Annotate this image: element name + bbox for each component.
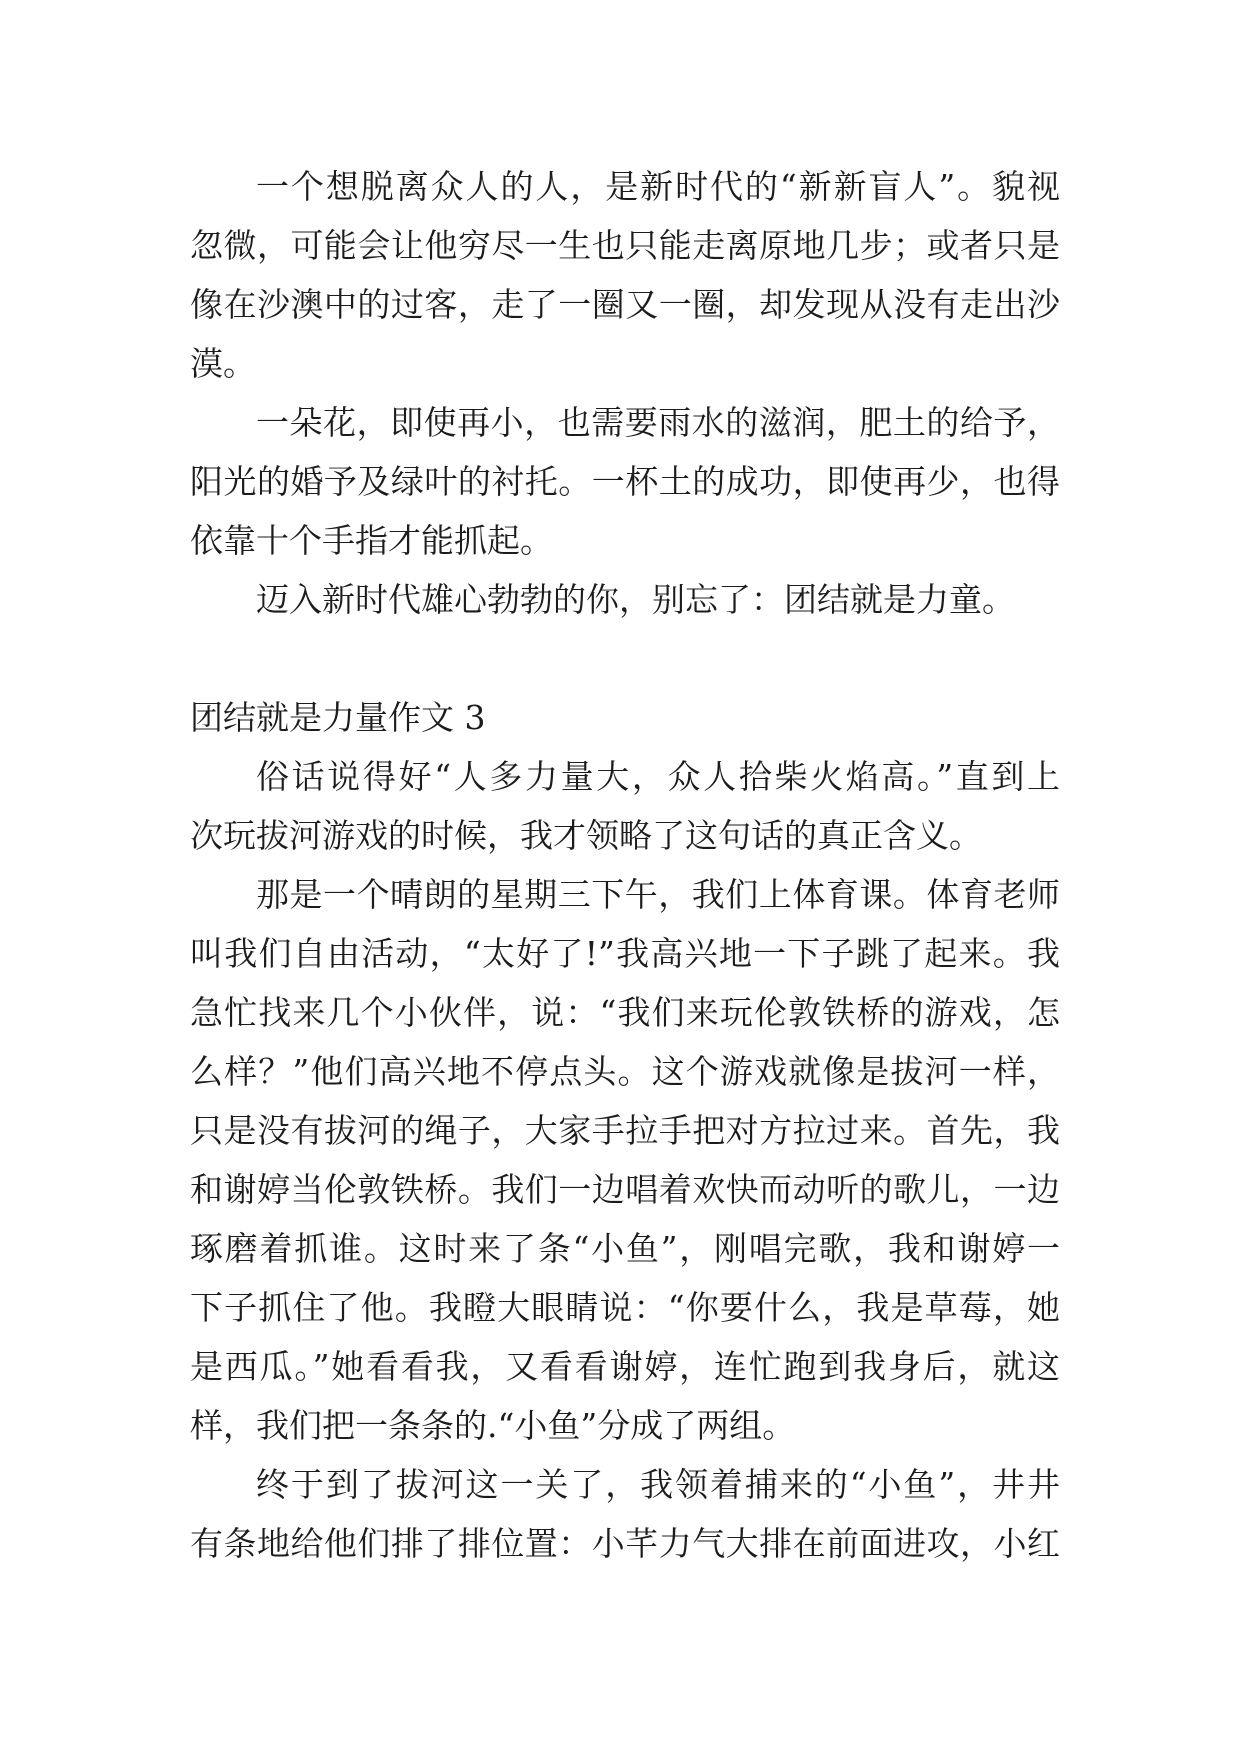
paragraph-line: 叫我们自由活动，“太好了!”我高兴地一下子跳了起来。我 bbox=[190, 934, 1060, 973]
paragraph-line: 只是没有拔河的绳子，大家手拉手把对方拉过来。首先，我 bbox=[190, 1111, 1060, 1150]
paragraph-line: 样，我们把一条条的.“小鱼”分成了两组。 bbox=[190, 1406, 796, 1445]
paragraph-line: 迈入新时代雄心勃勃的你，别忘了：团结就是力童。 bbox=[256, 580, 1015, 619]
paragraph-line: 依靠十个手指才能抓起。 bbox=[190, 521, 553, 560]
essay-section-continued bbox=[190, 157, 1060, 629]
essay-section-3 bbox=[190, 688, 1060, 1573]
paragraph-line: 一个想脱离众人的人，是新时代的“新新盲人”。貌视 bbox=[256, 167, 1060, 206]
paragraph-line: 阳光的婚予及绿叶的衬托。一杯土的成功，即使再少，也得 bbox=[190, 462, 1060, 501]
paragraph-line: 是西瓜。”她看看我，又看看谢婷，连忙跑到我身后，就这 bbox=[190, 1347, 1060, 1386]
paragraph-line: 像在沙澳中的过客，走了一圈又一圈，却发现从没有走出沙 bbox=[190, 285, 1060, 324]
paragraph-line: 漠。 bbox=[190, 344, 256, 383]
paragraph-line: 一朵花，即使再小，也需要雨水的滋润，肥土的给予， bbox=[256, 403, 1060, 442]
paragraph bbox=[190, 393, 1060, 570]
paragraph-line: 急忙找来几个小伙伴，说：“我们来玩伦敦铁桥的游戏，怎 bbox=[190, 993, 1060, 1032]
paragraph bbox=[190, 865, 1060, 1455]
paragraph-line: 俗话说得好“人多力量大，众人拾柴火焰高。”直到上 bbox=[256, 757, 1060, 796]
paragraph bbox=[190, 747, 1060, 865]
paragraph-line: 终于到了拔河这一关了，我领着捕来的“小鱼”，井井 bbox=[256, 1465, 1060, 1504]
essay-title: 团结就是力量作文 3 bbox=[190, 698, 486, 737]
paragraph-line: 和谢婷当伦敦铁桥。我们一边唱着欢快而动听的歌儿，一边 bbox=[190, 1170, 1060, 1209]
paragraph-line: 忽微，可能会让他穷尽一生也只能走离原地几步；或者只是 bbox=[190, 226, 1060, 265]
paragraph-line: 次玩拔河游戏的时候，我才领略了这句话的真正含义。 bbox=[190, 816, 982, 855]
paragraph bbox=[190, 157, 1060, 393]
paragraph-line: 么样？”他们高兴地不停点头。这个游戏就像是拔河一样， bbox=[190, 1052, 1060, 1091]
document-body bbox=[190, 157, 1060, 1573]
paragraph bbox=[190, 1455, 1060, 1573]
paragraph-line: 琢磨着抓谁。这时来了条“小鱼”，刚唱完歌，我和谢婷一 bbox=[190, 1229, 1060, 1268]
paragraph-line: 那是一个晴朗的星期三下午，我们上体育课。体育老师 bbox=[256, 875, 1060, 914]
paragraph bbox=[190, 570, 1060, 629]
paragraph-line: 下子抓住了他。我瞪大眼睛说：“你要什么，我是草莓，她 bbox=[190, 1288, 1060, 1327]
paragraph-line: 有条地给他们排了排位置：小芊力气大排在前面进攻，小红 bbox=[190, 1524, 1060, 1563]
